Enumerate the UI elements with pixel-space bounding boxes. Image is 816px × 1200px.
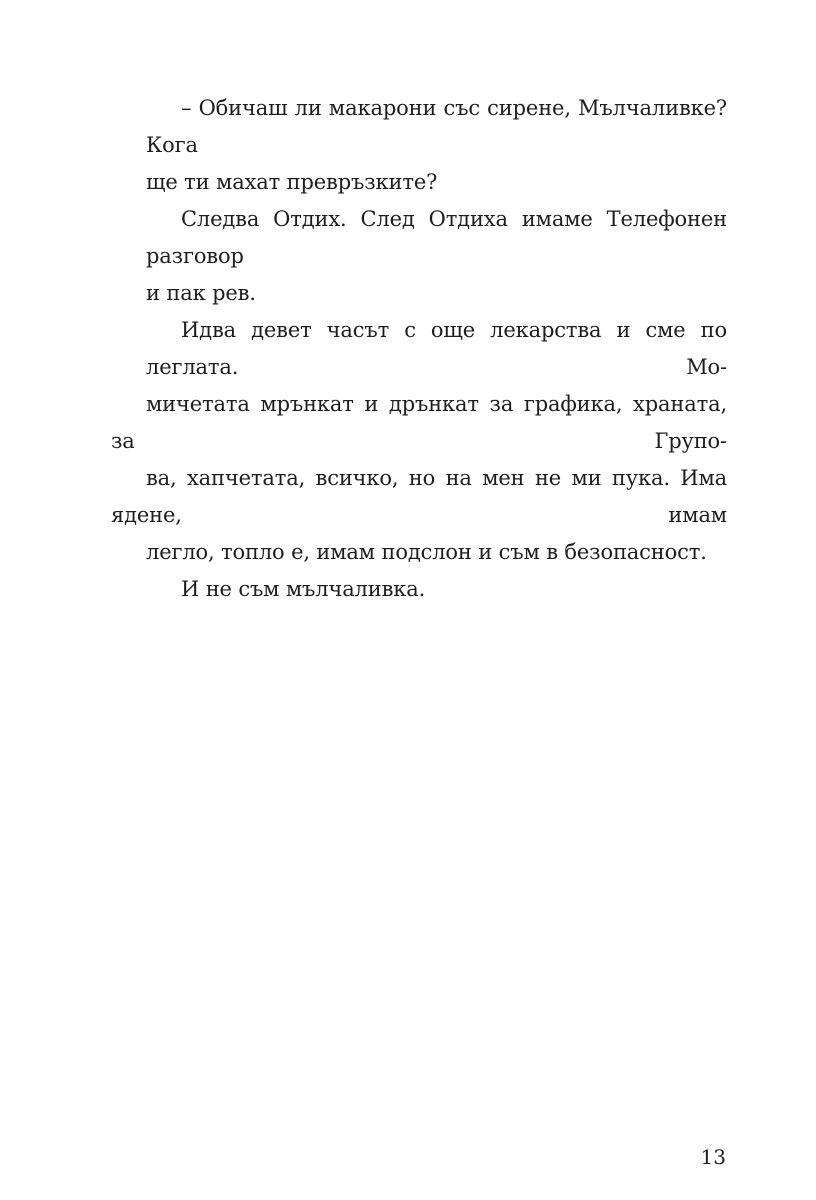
text-line: – Обичаш ли макарони със сирене, Мълчаливке? Кога (146, 96, 727, 157)
text-line: Идва девет часът с още лекарства и сме по леглата. Мо- (146, 318, 727, 379)
text-line: и пак рев. (146, 281, 256, 305)
paragraph-2 (111, 201, 727, 312)
page-number: 13 (700, 1145, 726, 1169)
text-line: ва, хапчетата, всичко, но на мен не ми пука. Има ядене, имам (111, 466, 727, 527)
paragraph-4 (111, 571, 727, 608)
text-line: И не съм мълчаливка. (181, 577, 426, 601)
text-line: легло, топло е, имам подслон и съм в безопасност. (146, 540, 707, 564)
paragraph-1 (111, 90, 727, 201)
body-text (111, 90, 727, 608)
text-line: Следва Отдих. След Отдиха имаме Телефонен разговор (146, 207, 727, 268)
text-line: мичетата мрънкат и дрънкат за графика, храната, за Групо- (111, 392, 727, 453)
paragraph-3 (111, 312, 727, 571)
text-line: ще ти махат превръзките? (146, 170, 438, 194)
